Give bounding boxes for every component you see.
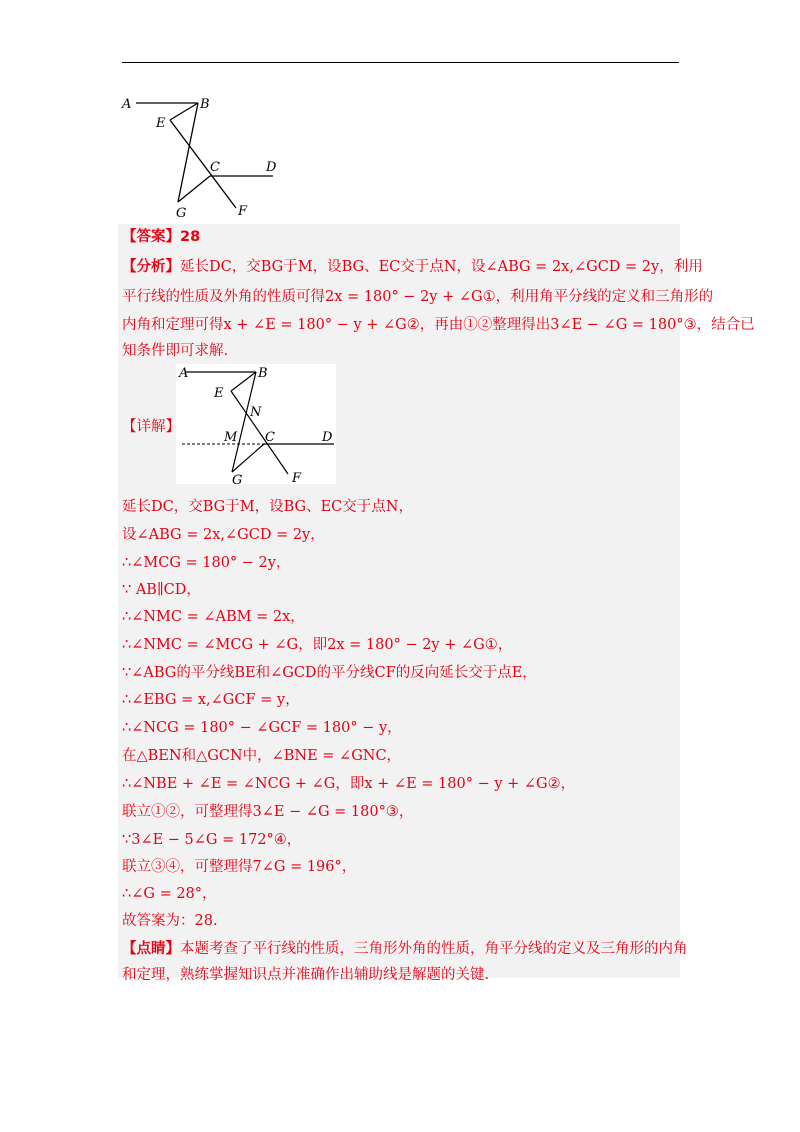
answer-value: 28 (180, 229, 201, 245)
comment-tag: 【点睛】 (122, 941, 180, 957)
answer-line (122, 228, 200, 246)
detail-line-1: 延长DC，交BG于M，设BG、EC交于点N， (122, 499, 413, 515)
geometry-figure-2 (176, 364, 336, 484)
segment-gc (232, 444, 264, 472)
label-b: B (258, 366, 268, 381)
detail-line-14: 联立③④，可整理得7∠G = 196°， (122, 859, 357, 875)
label-c: C (210, 160, 220, 175)
detail-line-9: ∴∠NCG = 180° − ∠GCF = 180° − y， (122, 720, 402, 736)
detail-line-6: ∴∠NMC = ∠MCG + ∠G，即2x = 180° − 2y + ∠G①， (122, 637, 513, 653)
detail-line-7: ∵∠ABG的平分线BE和∠GCD的平分线CF的反向延长交于点E， (122, 665, 537, 681)
analysis-tag: 【分析】 (122, 259, 180, 275)
header-rule (122, 62, 679, 63)
comment-text: 本题考查了平行线的性质，三角形外角的性质，角平分线的定义及三角形的内角 (180, 941, 688, 957)
geometry-figure-1 (118, 90, 298, 225)
label-g: G (232, 473, 243, 484)
segment-ef (231, 391, 288, 474)
label-b: B (200, 97, 210, 112)
analysis-text: 延长DC，交BG于M，设BG、EC交于点N，设∠ABG = 2x,∠GCD = 2y，利用 (180, 259, 703, 275)
label-d: D (266, 160, 277, 175)
detail-line-13: ∵3∠E − 5∠G = 172°④， (122, 832, 302, 848)
detail-line-11: ∴∠NBE + ∠E = ∠NCG + ∠G，即x + ∠E = 180° − y + ∠G②， (122, 776, 576, 792)
label-e: E (156, 116, 166, 131)
detail-line-4: ∵ AB∥CD， (122, 582, 201, 598)
answer-tag: 【答案】 (122, 229, 180, 245)
label-a: A (122, 97, 132, 112)
label-f: F (238, 204, 248, 219)
comment-line-1 (122, 940, 688, 958)
detail-line-5: ∴∠NMC = ∠ABM = 2x， (122, 609, 305, 625)
analysis-line-3: 内角和定理可得x + ∠E = 180° − y + ∠G②，再由①②整理得出3∠E − ∠G = 180°③，结合已 (122, 317, 755, 333)
detail-line-8: ∴∠EBG = x,∠GCF = y， (122, 692, 300, 708)
label-a: A (179, 366, 189, 381)
detail-line-12: 联立①②，可整理得3∠E − ∠G = 180°③， (122, 804, 414, 820)
label-d: D (322, 430, 333, 445)
detail-tag: 【详解】 (122, 419, 180, 435)
analysis-line-1 (122, 258, 703, 276)
label-g: G (176, 206, 187, 221)
label-c: C (265, 430, 275, 445)
comment-line-2: 和定理，熟练掌握知识点并准确作出辅助线是解题的关键. (122, 967, 490, 983)
label-e: E (214, 386, 224, 401)
detail-line-2: 设∠ABG = 2x,∠GCD = 2y， (122, 527, 325, 543)
detail-line-16: 故答案为：28. (122, 913, 218, 929)
label-n: N (250, 405, 262, 420)
analysis-line-4: 知条件即可求解. (122, 343, 229, 359)
label-f: F (292, 471, 302, 484)
detail-line-10: 在△BEN和△GCN中，∠BNE = ∠GNC， (122, 748, 402, 764)
segment-be (170, 103, 198, 120)
analysis-line-2: 平行线的性质及外角的性质可得2x = 180° − 2y + ∠G①，利用角平分线的定义和三角形的 (122, 289, 714, 305)
label-m: M (224, 430, 238, 445)
detail-line-15: ∴∠G = 28°， (122, 886, 217, 902)
detail-line-3: ∴∠MCG = 180° − 2y， (122, 555, 291, 571)
